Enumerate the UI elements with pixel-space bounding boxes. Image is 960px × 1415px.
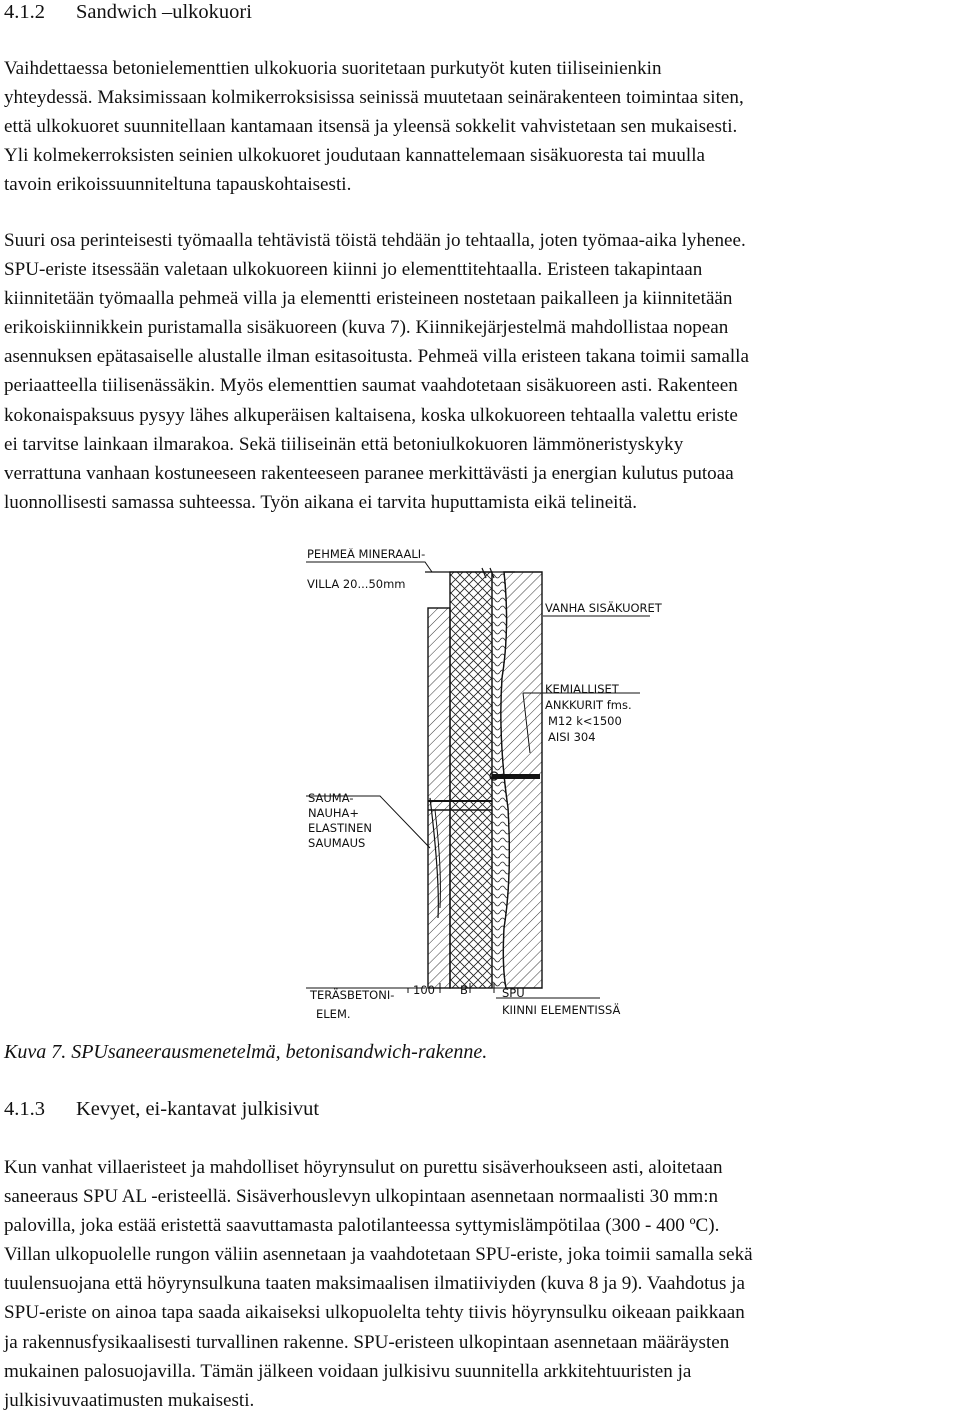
paragraph-2	[4, 226, 959, 517]
paragraph-line: Kun vanhat villaeristeet ja mahdolliset höyrynsulut on purettu sisäverhoukseen asti, aloitetaan	[4, 1157, 723, 1178]
paragraph-line: asennuksen epätasaiselle alustalle ilman esitasoitusta. Pehmeä villa eristeen takana toimii samalla	[4, 346, 749, 368]
paragraph-3	[4, 1153, 959, 1415]
paragraph-line: kokonaispaksuus pysyy lähes alkuperäisen kaltaisena, koska ulkokuoreen tehtaalla valettu eriste	[4, 404, 738, 426]
paragraph-line: ja rakennusfysikaalisesti turvallinen rakenne. SPU-eristeen ulkopintaan asennetaan määräysten	[4, 1331, 730, 1353]
section-title: Kevyet, ei-kantavat julkisivut	[76, 1098, 320, 1120]
section-title: Sandwich –ulkokuori	[76, 1, 252, 23]
paragraph-line: kiinnitetään työmaalla pehmeä villa ja elementti eristeineen nostetaan paikalleen ja kiinnitetään	[4, 288, 733, 310]
label-anchor-2: ANKKURIT fms.	[545, 698, 632, 712]
label-dim-b: B	[460, 983, 468, 997]
label-concrete-1: TERÄSBETONI-	[310, 988, 395, 1002]
paragraph-line: saneeraus SPU AL -eristeellä. Sisäverhouslevyn ulkopintaan asennetaan normaalisti 30 mm:n	[4, 1186, 719, 1208]
figure-caption: Kuva 7. SPUsaneerausmenetelmä, betonisandwich-rakenne.	[4, 1041, 488, 1063]
paragraph-line: tavoin erikoissuunniteltuna tapauskohtaisesti.	[4, 174, 352, 196]
paragraph-line: periaatteella tiilisenässäkin. Myös elementtien saumat vaahdotetaan sisäkuoreen asti. Rakenteen	[4, 375, 738, 397]
paragraph-line: SPU-eriste on ainoa tapa saada aikaiseksi ulkopuolelta tehty tiivis höyrynsulku oikeaan paikkaan	[4, 1302, 745, 1324]
label-old-inner-shell: VANHA SISÄKUORET	[545, 601, 662, 615]
concrete-element	[428, 608, 450, 988]
paragraph-line: ei tarvitse lainkaan ilmarakoa. Sekä tiiliseinän että betoniulkokuoren lämmöneristyskyky	[4, 433, 684, 455]
wall-section-drawing	[280, 548, 680, 1028]
label-joint-1: SAUMA-	[308, 791, 354, 805]
label-joint-2: NAUHA+	[308, 806, 360, 820]
paragraph-line: yhteydessä. Maksimissaan kolmikerroksisissa seinissä muutetaan seinärakenteen toimintaa siten,	[4, 87, 744, 109]
paragraph-line: luonnollisesti samassa suhteessa. Työn aikana ei tarvita huputtamista eikä telineitä.	[4, 491, 638, 513]
paragraph-line: erikoiskiinnikkein puristamalla sisäkuoreen (kuva 7). Kiinnikejärjestelmä mahdollistaa nopean	[4, 317, 729, 339]
paragraph-line: verrattuna vanhaan kostuneeseen rakenteeseen paranee merkittävästi ja energian kulutus putoaa	[4, 462, 734, 484]
label-anchor-4: AISI 304	[548, 730, 596, 744]
spu-insulation	[450, 572, 492, 988]
label-anchor-1: KEMIALLISET	[545, 682, 619, 696]
paragraph-line: mukainen palosuojavilla. Tämän jälkeen voidaan julkisivu suunnitella arkkitehtuuristen ja	[4, 1360, 692, 1382]
paragraph-1	[4, 54, 959, 199]
label-concrete-2: ELEM.	[316, 1007, 351, 1021]
paragraph-line: SPU-eriste itsessään valetaan ulkokuoreen kiinni jo elementtitehtaalla. Eristeen takapintaan	[4, 259, 703, 281]
paragraph-line: Villan ulkopuolelle rungon väliin asennetaan ja vaahdotetaan SPU-eriste, joka toimii samalla sekä	[4, 1244, 753, 1266]
label-mineral-wool-2: VILLA 20...50mm	[307, 577, 406, 591]
section-heading-4-1-2	[4, 0, 252, 24]
section-heading-4-1-3	[4, 1097, 319, 1121]
old-inner-shell	[501, 572, 542, 988]
paragraph-line: Yli kolmekerroksisten seinien ulkokuoret joudutaan kannattelemaan sisäkuoresta tai muulla	[4, 145, 705, 167]
section-number: 4.1.2	[4, 1, 45, 23]
paragraph-line: palovilla, joka estää eristettä saavuttamasta palotilanteessa syttymislämpötilaa (300 - 400 ºC).	[4, 1215, 720, 1237]
label-anchor-3: M12 k<1500	[548, 714, 622, 728]
paragraph-line: Vaihdettaessa betonielementtien ulkokuoria suoritetaan purkutyöt kuten tiiliseinienkin	[4, 58, 662, 79]
paragraph-line: Suuri osa perinteisesti työmaalla tehtävistä töistä tehdään jo tehtaalla, joten työmaa-aika lyhenee.	[4, 230, 746, 251]
label-spu-2: KIINNI ELEMENTISSÄ	[502, 1003, 621, 1017]
paragraph-line: että ulkokuoret suunnitellaan kantamaan itsensä ja yleensä sokkelit vahvistetaan sen mukaisesti.	[4, 116, 738, 138]
paragraph-line: tuulensuojana että höyrynsulkuna taaten maksimaalisen ilmatiiviyden (kuva 8 ja 9). Vaahdotus ja	[4, 1273, 745, 1295]
section-number: 4.1.3	[4, 1098, 45, 1120]
label-spu-1: SPU	[502, 986, 525, 1000]
paragraph-line: julkisivuvaatimusten mukaisesti.	[4, 1389, 255, 1411]
label-joint-4: SAUMAUS	[308, 836, 366, 850]
label-mineral-wool-1: PEHMEÄ MINERAALI-	[307, 548, 426, 561]
label-dim-100: 100	[413, 983, 435, 997]
label-joint-3: ELASTINEN	[308, 821, 372, 835]
drawing-svg	[280, 548, 680, 1028]
